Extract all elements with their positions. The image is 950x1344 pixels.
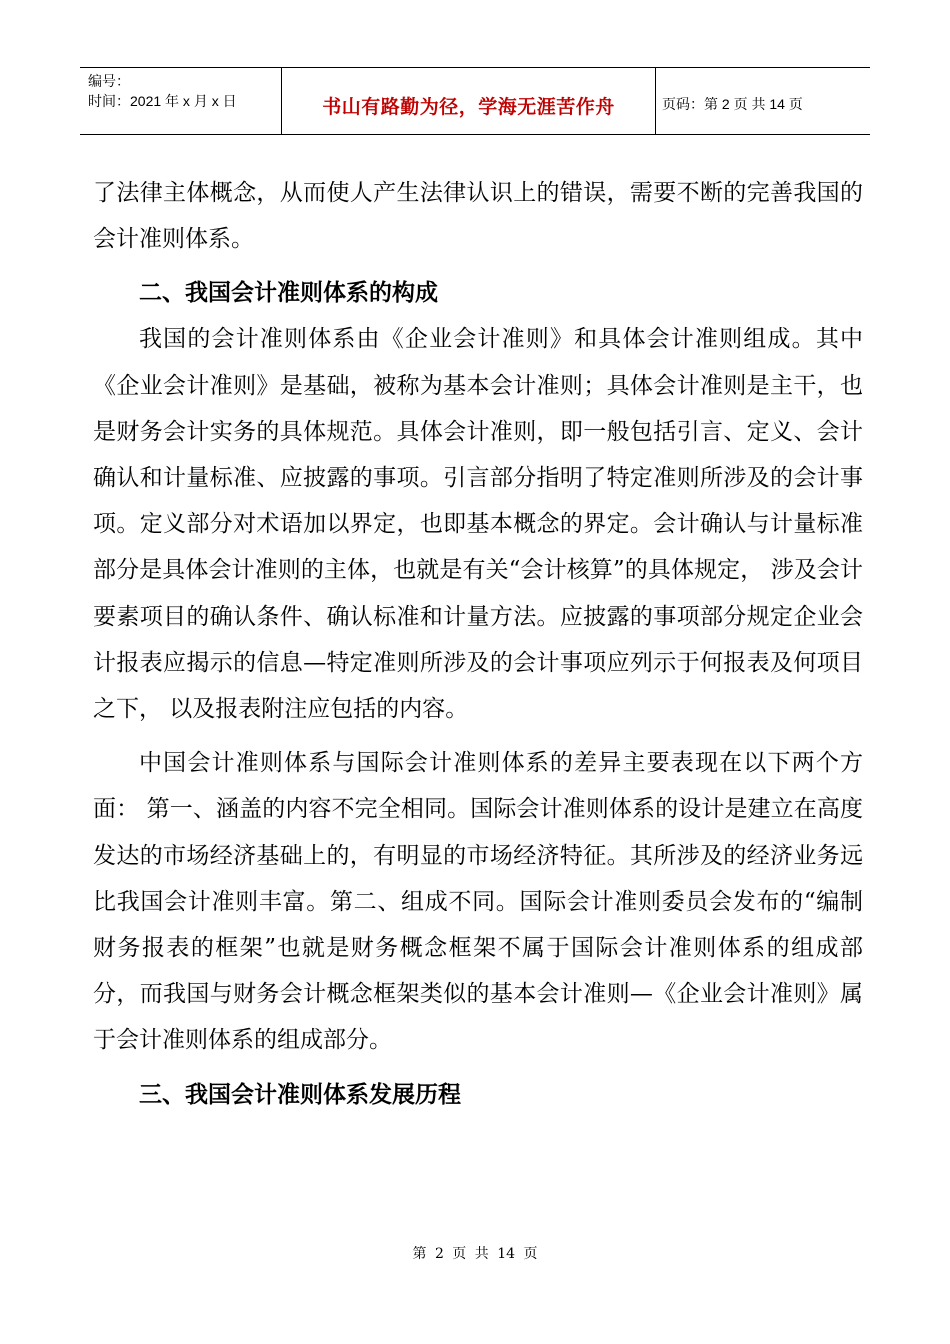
header-motto-cell <box>282 68 656 134</box>
spacer <box>93 1064 863 1072</box>
section-heading-history: 三、我国会计准则体系发展历程 <box>139 1081 461 1108</box>
section-heading-composition: 二、我国会计准则体系的构成 <box>139 280 438 307</box>
header-meta <box>80 68 282 134</box>
page-footer: 第 2 页 共 14 页 <box>412 1246 538 1262</box>
paragraph-composition: 我国的会计准则体系由《企业会计准则》和具体会计准则组成。其中《企业会计准则》是基础，被称为基本会计准则；具体会计准则是主干，也是财务会计实务的具体规范。具体会计准则，即一般包括引言、定义、会计确认和计量标准、应披露的事项。引言部分指明了特定准则所涉及的会计事项。定义部分对术语加以界定，也即基本概念的界定。会计确认与计量标准部分是具体会计准则的主体，也就是有关“会计核算”的具体规定， 涉及会计要素项目的确认条件、确认标准和计量方法。应披露的事项部分规定企业会计报表应揭示的信息—特定准则所涉及的会计事项应列示于何报表及何项目之下， 以及报表附注应包括的内容。 <box>93 326 863 723</box>
spacer <box>93 262 863 270</box>
header-page-info: 页码：第 2 页 共 14 页 <box>662 96 803 112</box>
spacer <box>93 732 863 740</box>
document-body <box>93 170 863 1118</box>
page-header <box>80 67 870 135</box>
document-date-label: 时间：2021 年 x 月 x 日 <box>88 93 237 109</box>
header-motto: 书山有路勤为径，学海无涯苦作舟 <box>322 95 615 118</box>
paragraph-continuation: 了法律主体概念，从而使人产生法律认识上的错误，需要不断的完善我国的会计准则体系。 <box>93 180 863 253</box>
paragraph-differences: 中国会计准则体系与国际会计准则体系的差异主要表现在以下两个方面： 第一、涵盖的内容不完全相同。国际会计准则体系的设计是建立在高度发达的市场经济基础上的，有明显的市场经济特征。其所涉及的经济业务远比我国会计准则丰富。第二、组成不同。国际会计准则委员会发布的“编制财务报表的框架”也就是财务概念框架不属于国际会计准则体系的组成部分，而我国与财务会计概念框架类似的基本会计准则—《企业会计准则》属于会计准则体系的组成部分。 <box>93 750 863 1054</box>
document-number-label: 编号： <box>88 73 130 89</box>
